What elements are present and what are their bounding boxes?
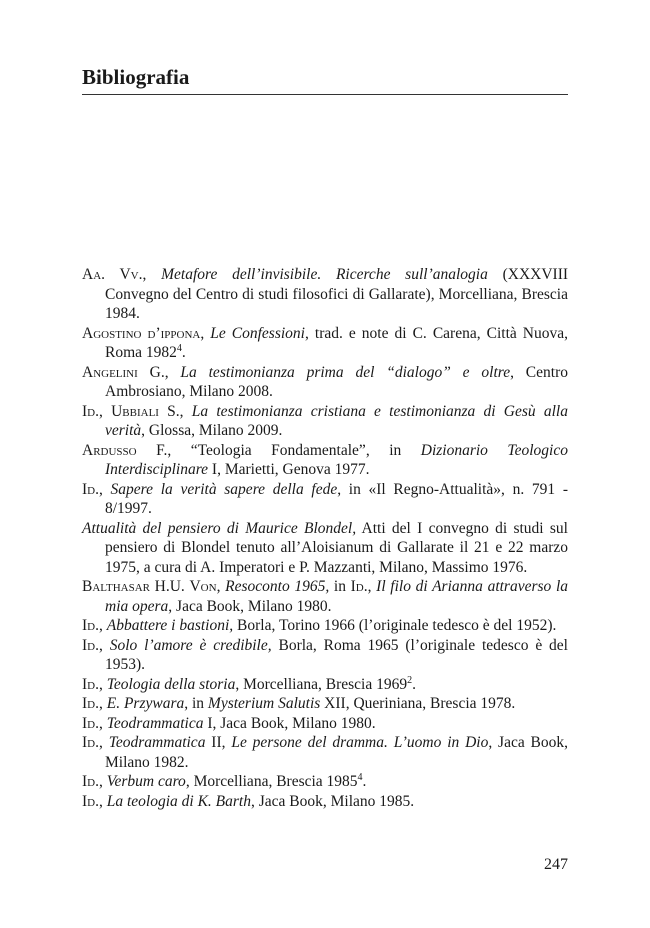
page-heading: Bibliografia <box>82 62 568 95</box>
bibliography-entry: Id., Teodrammatica II, Le persone del dramma. L’uomo in Dio, Jaca Book, Milano 1982. <box>82 734 569 771</box>
page-number: 247 <box>544 856 568 873</box>
bibliography-entry: Id., Verbum caro, Morcelliana, Brescia 1985$^4$. <box>82 771 367 790</box>
bibliography-entry: Id., Ubbiali S., La testimonianza cristiana e testimonianza di Gesù alla verità, Glossa, Milano 2009. <box>82 402 568 439</box>
bibliography-entry: Ardusso F., “Teologia Fondamentale”, in Dizionario Teologico Interdisciplinare I, Marietti, Genova 1977. <box>82 441 568 478</box>
bibliography-entry: Attualità del pensiero di Maurice Blondel, Atti del I convegno di studi sul pensiero di Blondel tenuto all’Aloisianum di Gallarate il 21 e 22 marzo 1975, a cura di A. Imperatori e P. Mazzanti, Milano, Massimo 1976. <box>82 519 568 576</box>
bibliography-entry: Id., Teodrammatica I, Jaca Book, Milano 1980. <box>82 714 376 732</box>
bibliography-entry: Agostino d’ippona, Le Confessioni, trad. e note di C. Carena, Città Nuova, Roma 1982$^4$. <box>82 324 568 361</box>
bibliography-entry: Id., E. Przywara, in Mysterium Salutis XII, Queriniana, Brescia 1978. <box>82 695 516 712</box>
bibliography-entry: Id., La teologia di K. Barth, Jaca Book, Milano 1985. <box>82 792 415 810</box>
bibliography-entry: Id., Abbattere i bastioni, Borla, Torino 1966 (l’originale tedesco è del 1952). <box>82 617 557 634</box>
bibliography-entry: Balthasar H.U. Von, Resoconto 1965, in Id., Il filo di Arianna attraverso la mia opera, Jaca Book, Milano 1980. <box>82 578 569 615</box>
bibliography-entry: Angelini G., La testimonianza prima del “dialogo” e oltre, Centro Ambrosiano, Milano 2008. <box>82 363 568 400</box>
bibliography-entry: Id., Solo l’amore è credibile, Borla, Roma 1965 (l’originale tedesco è del 1953). <box>82 636 568 673</box>
bibliography-entry: Aa. Vv., Metafore dell’invisibile. Ricerche sull’analogia (XXXVIII Convegno del Centro di studi filosofici di Gallarate), Morcelliana, Brescia 1984. <box>82 266 569 322</box>
bibliography-entry: Id., Sapere la verità sapere della fede, in «Il Regno-Attualità», n. 791 - 8/1997. <box>82 480 569 517</box>
bibliography-entry: Id., Teologia della storia, Morcelliana, Brescia 1969$^2$. <box>82 674 416 693</box>
bibliography-list <box>82 265 568 811</box>
